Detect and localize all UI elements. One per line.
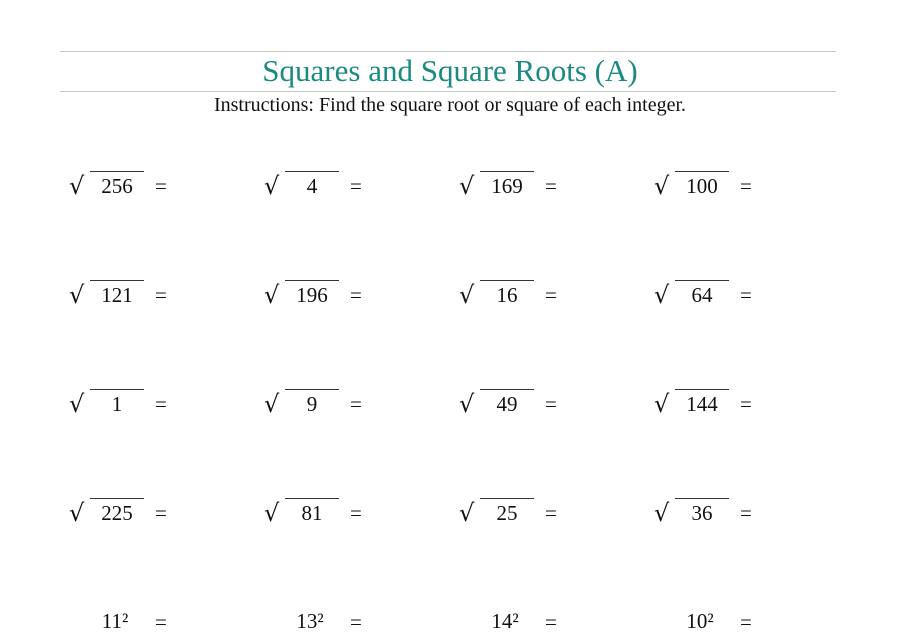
equals-sign: = — [155, 610, 167, 634]
square-root-problem — [69, 280, 259, 312]
radical-sign: √ — [264, 390, 280, 418]
equals-sign: = — [545, 283, 557, 307]
square-root-problem — [654, 280, 844, 312]
radicand: 9 — [285, 389, 339, 418]
equals-sign: = — [545, 610, 557, 634]
radical-sign: √ — [264, 281, 280, 309]
radicand: 169 — [480, 171, 534, 200]
radicand: 4 — [285, 171, 339, 200]
square-root-problem — [69, 498, 259, 530]
square-root-problem — [459, 389, 649, 421]
equals-sign: = — [155, 501, 167, 525]
radicand: 225 — [90, 498, 144, 527]
square-root-problem — [69, 389, 259, 421]
square-expression: 13² — [296, 609, 324, 633]
radicand: 256 — [90, 171, 144, 200]
radical-sign: √ — [459, 281, 475, 309]
equals-sign: = — [740, 610, 752, 634]
radicand: 196 — [285, 280, 339, 309]
radicand: 64 — [675, 280, 729, 309]
equals-sign: = — [350, 283, 362, 307]
square-expression: 11² — [101, 609, 129, 633]
equals-sign: = — [740, 174, 752, 198]
radical-sign: √ — [69, 172, 85, 200]
radical-sign: √ — [69, 499, 85, 527]
worksheet-instructions: Instructions: Find the square root or square of each integer. — [213, 94, 687, 116]
square-root-problem — [264, 280, 454, 312]
equals-sign: = — [740, 392, 752, 416]
radical-sign: √ — [654, 281, 670, 309]
square-problem — [69, 607, 259, 639]
equals-sign: = — [545, 174, 557, 198]
equals-sign: = — [155, 392, 167, 416]
equals-sign: = — [740, 283, 752, 307]
radical-sign: √ — [459, 390, 475, 418]
square-root-problem — [654, 498, 844, 530]
square-expression: 10² — [686, 609, 714, 633]
square-expression: 14² — [491, 609, 519, 633]
radicand: 100 — [675, 171, 729, 200]
square-root-problem — [264, 389, 454, 421]
radicand: 16 — [480, 280, 534, 309]
radicand: 25 — [480, 498, 534, 527]
radicand: 36 — [675, 498, 729, 527]
square-problem — [264, 607, 454, 639]
radical-sign: √ — [654, 499, 670, 527]
worksheet-title: Squares and Square Roots (A) — [262, 53, 638, 88]
radical-sign: √ — [264, 172, 280, 200]
square-root-problem — [459, 498, 649, 530]
square-problem — [459, 607, 649, 639]
square-problem — [654, 607, 844, 639]
square-root-problem — [654, 171, 844, 203]
equals-sign: = — [155, 283, 167, 307]
radical-sign: √ — [459, 499, 475, 527]
radicand: 1 — [90, 389, 144, 418]
equals-sign: = — [350, 501, 362, 525]
square-root-problem — [69, 171, 259, 203]
square-root-problem — [264, 171, 454, 203]
equals-sign: = — [350, 610, 362, 634]
radical-sign: √ — [654, 390, 670, 418]
radicand: 144 — [675, 389, 729, 418]
square-root-problem — [264, 498, 454, 530]
square-root-problem — [654, 389, 844, 421]
radicand: 49 — [480, 389, 534, 418]
equals-sign: = — [350, 174, 362, 198]
radicand: 121 — [90, 280, 144, 309]
square-root-problem — [459, 280, 649, 312]
equals-sign: = — [350, 392, 362, 416]
square-root-problem — [459, 171, 649, 203]
radical-sign: √ — [654, 172, 670, 200]
radical-sign: √ — [264, 499, 280, 527]
radicand: 81 — [285, 498, 339, 527]
equals-sign: = — [545, 392, 557, 416]
equals-sign: = — [155, 174, 167, 198]
equals-sign: = — [740, 501, 752, 525]
radical-sign: √ — [459, 172, 475, 200]
radical-sign: √ — [69, 390, 85, 418]
equals-sign: = — [545, 501, 557, 525]
radical-sign: √ — [69, 281, 85, 309]
